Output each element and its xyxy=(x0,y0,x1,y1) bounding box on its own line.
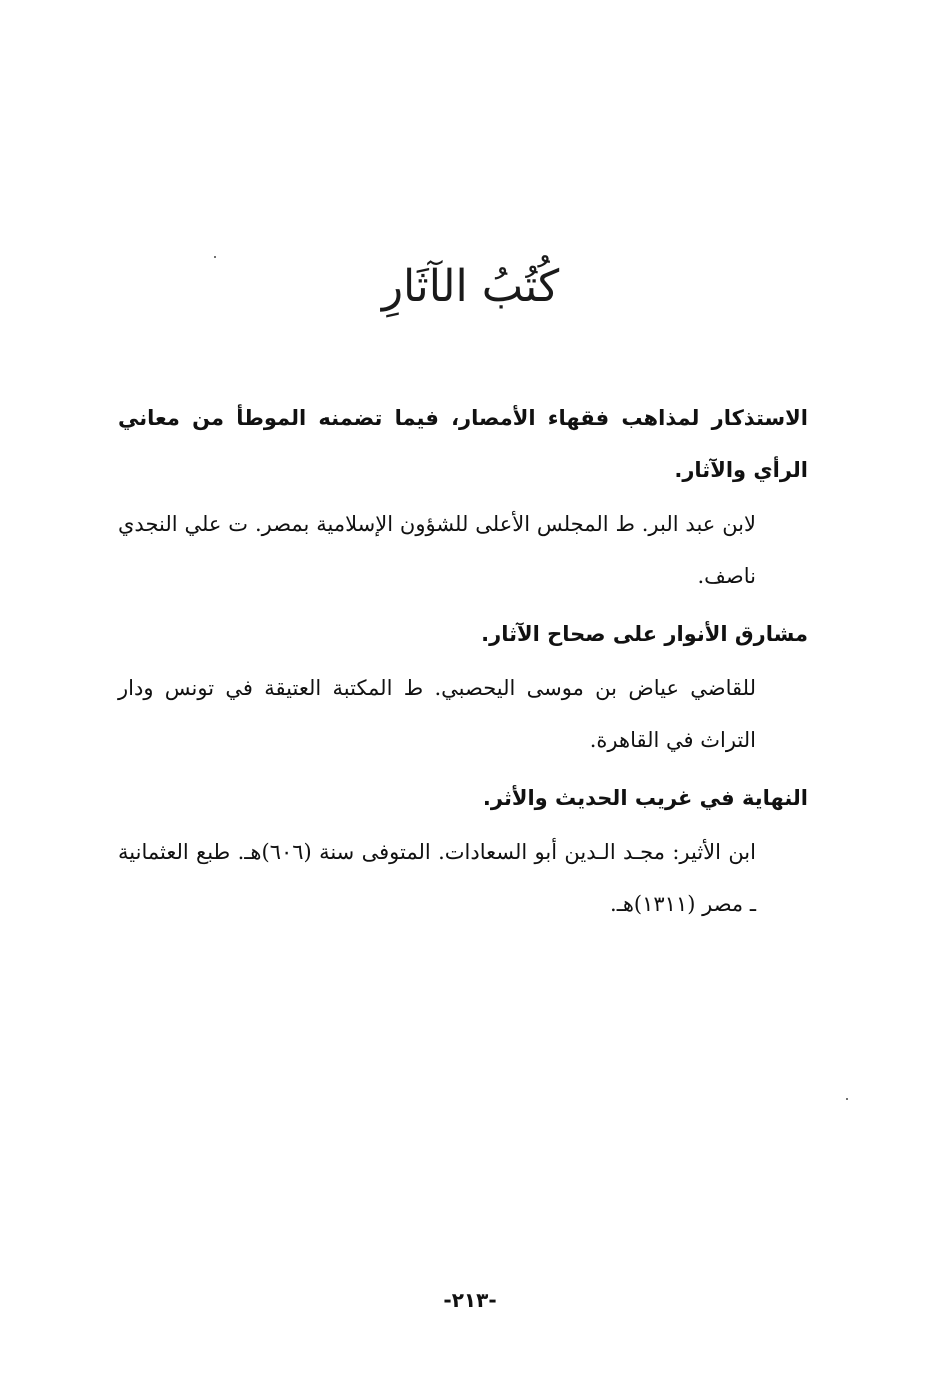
bibliography-entry xyxy=(118,392,808,602)
bibliography-list xyxy=(118,392,808,936)
entry-description: ابن الأثير: مجـد الـدين أبو السعادات. المتوفى سنة (٦٠٦)هـ. طبع العثمانية ـ مصر (١٣١١)هـ. xyxy=(118,840,756,916)
section-heading: كُتُبُ الآثَارِ xyxy=(381,261,560,312)
entry-title: النهاية في غريب الحديث والأثر. xyxy=(482,786,808,810)
entry-title: الاستذكار لمذاهب فقهاء الأمصار، فيما تضمنه الموطأ من معاني الرأي والآثار. xyxy=(118,406,808,482)
page-number: -٢١٣- xyxy=(443,1288,497,1312)
entry-title: مشارق الأنوار على صحاح الآثار. xyxy=(481,622,808,646)
bibliography-entry xyxy=(118,608,808,766)
scan-speck xyxy=(214,256,216,258)
scan-speck xyxy=(846,1098,848,1100)
entry-description: للقاضي عياض بن موسى اليحصبي. ط المكتبة العتيقة في تونس ودار التراث في القاهرة. xyxy=(118,676,756,752)
entry-description: لابن عبد البر. ط المجلس الأعلى للشؤون الإسلامية بمصر. ت علي النجدي ناصف. xyxy=(118,512,756,588)
bibliography-entry xyxy=(118,772,808,930)
